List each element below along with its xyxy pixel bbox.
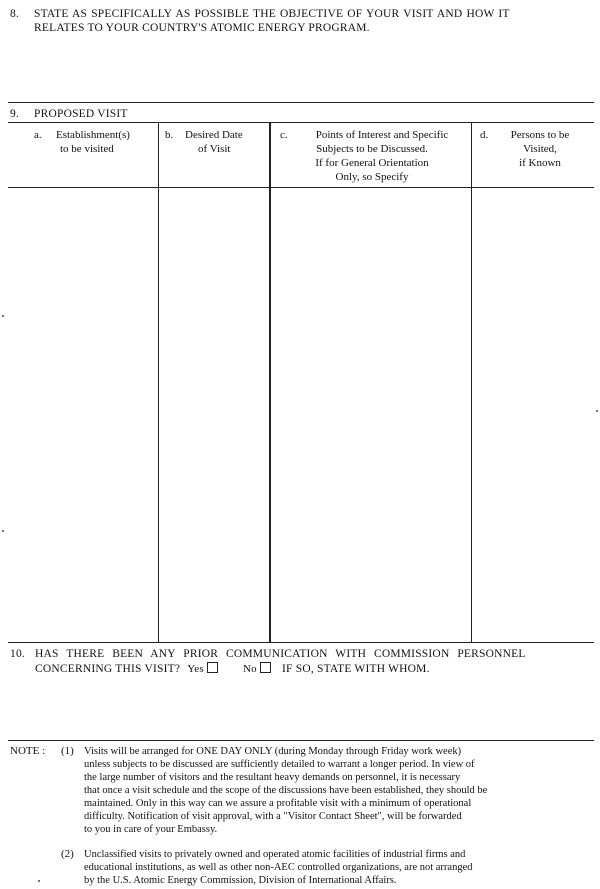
col-b-letter: b. — [165, 129, 174, 141]
section-9-top-rule — [8, 102, 594, 103]
yes-checkbox[interactable] — [207, 662, 218, 673]
section-8-line-2: RELATES TO YOUR COUNTRY'S ATOMIC ENERGY PROGRAM. — [34, 22, 370, 34]
note-item-2-text — [84, 848, 594, 887]
col-c-line-2: Subjects to be Discussed. — [316, 143, 428, 155]
col-c-line-4: Only, so Specify — [335, 171, 409, 183]
col-a-letter: a. — [34, 129, 42, 141]
desired-date-entry-cell[interactable] — [160, 190, 267, 640]
prior-communication-answer-area[interactable] — [35, 680, 595, 735]
note-label: NOTE : — [10, 745, 46, 757]
section-8-line-1: STATE AS SPECIFICALLY AS POSSIBLE THE OBJECTIVE OF YOUR VISIT AND HOW IT — [34, 8, 510, 20]
col-c-line-3: If for General Orientation — [315, 157, 429, 169]
section-10-line-1: HAS THERE BEEN ANY PRIOR COMMUNICATION WITH COMMISSION PERSONNEL — [35, 648, 526, 660]
no-checkbox[interactable] — [260, 662, 271, 673]
section-9-title: PROPOSED VISIT — [34, 108, 128, 120]
col-a-line-2: to be visited — [60, 143, 114, 155]
note-top-rule — [8, 740, 594, 741]
objective-answer-area[interactable] — [34, 40, 594, 100]
points-of-interest-entry-cell[interactable] — [272, 190, 469, 640]
note-item-1-number: (1) — [61, 745, 74, 757]
col-divider-ab — [158, 122, 159, 642]
col-b-line-1: Desired Date — [185, 129, 243, 141]
scan-speck — [2, 315, 4, 317]
note-item-1-line: unless subjects to be discussed are sufficiently detailed to warrant a longer period. In view of — [84, 759, 475, 770]
scan-speck — [38, 880, 40, 882]
col-d-line-3: if Known — [519, 157, 561, 169]
col-divider-cd — [471, 122, 472, 642]
persons-entry-cell[interactable] — [473, 190, 594, 640]
col-d-line-2: Visited, — [523, 143, 557, 155]
col-divider-bc — [269, 122, 271, 642]
col-d-letter: d. — [480, 129, 489, 141]
note-item-2-line: by the U.S. Atomic Energy Commission, Division of International Affairs. — [84, 875, 397, 886]
note-item-1-line: Visits will be arranged for ONE DAY ONLY (during Monday through Friday work week) — [84, 746, 462, 757]
scan-speck — [2, 530, 4, 532]
note-item-1-line: that once a visit schedule and the scope of the discussions have been established, they should be — [84, 785, 488, 796]
scan-speck — [596, 410, 598, 412]
section-9-number: 9. — [10, 108, 20, 120]
col-c-letter: c. — [280, 129, 288, 141]
section-10-top-rule — [8, 642, 594, 643]
yes-label: Yes — [187, 663, 204, 675]
col-a-line-1: Establishment(s) — [56, 129, 130, 141]
section-10-number: 10. — [10, 648, 25, 660]
section-10-line-2 — [35, 662, 430, 676]
col-c-line-1: Points of Interest and Specific — [315, 129, 449, 141]
section-10-question: CONCERNING THIS VISIT? — [35, 663, 181, 675]
note-item-1-line: the large number of visitors and the resultant heavy demands on personnel, it is necessary — [84, 772, 461, 783]
col-d-line-1: Persons to be — [510, 129, 570, 141]
note-item-1-line: difficulty. Notification of visit approval, with a "Visitor Contact Sheet", will be forwarded — [84, 811, 462, 822]
no-label: No — [243, 663, 257, 675]
note-item-1-text — [84, 745, 594, 836]
note-item-2-line: educational institutions, as well as other non-AEC controlled organizations, are not arranged — [84, 862, 473, 873]
note-item-1-line: maintained. Only in this way can we assure a profitable visit with a minimum of operational — [84, 798, 472, 809]
establishment-entry-cell[interactable] — [10, 190, 156, 640]
state-with-whom-label: IF SO, STATE WITH WHOM. — [282, 663, 430, 675]
note-item-1-line: to you in care of your Embassy. — [84, 824, 218, 835]
note-item-2-number: (2) — [61, 848, 74, 860]
section-8-number: 8. — [10, 8, 20, 20]
section-9-title-rule — [8, 122, 594, 123]
col-b-line-2: of Visit — [198, 143, 231, 155]
note-item-2-line: Unclassified visits to privately owned and operated atomic facilities of industrial firms and — [84, 849, 466, 860]
table-header-rule — [8, 187, 594, 188]
